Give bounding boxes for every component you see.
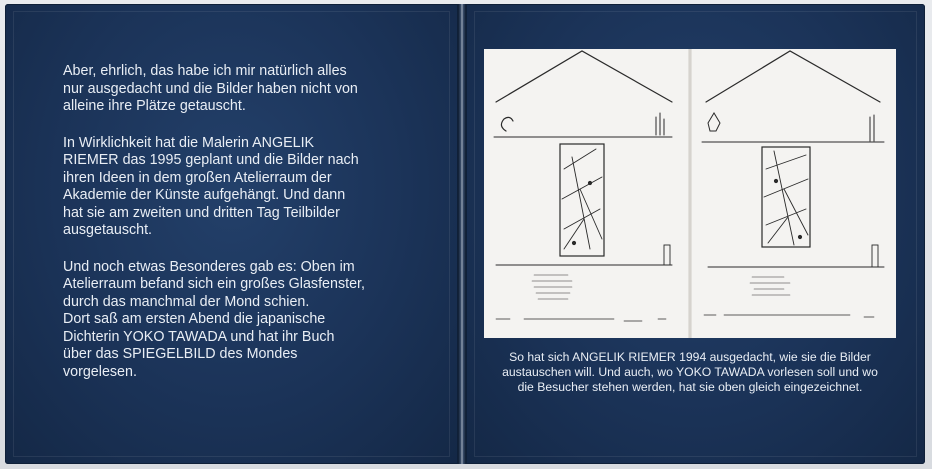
paragraph-1: Aber, ehrlich, das habe ich mir natürlich alles nur ausgedacht und die Bilder haben nicht von alleine ihre Plätze getauscht. — [63, 63, 358, 114]
sketch-left-sheet — [494, 51, 672, 321]
left-page-text — [63, 63, 413, 400]
book-spine — [458, 4, 466, 464]
pencil-sketch-drawing — [484, 49, 896, 338]
sketch-caption: So hat sich ANGELIK RIEMER 1994 ausgedacht, wie sie die Bilder austauschen will. Und auch, wo YOKO TAWADA vorlesen soll und wo die Besucher stehen werden, hat sie oben gleich eingezeichnet. — [502, 350, 878, 394]
paragraph-2: In Wirklichkeit hat die Malerin ANGELIK RIEMER das 1995 geplant und die Bilder nach ihren Ideen in dem großen Atelierraum der Akademie der Künste aufgehängt. Und dann hat sie am zweiten und dritten Tag Teilbilder ausgetauscht. — [63, 134, 359, 238]
sketch-photo — [484, 49, 896, 338]
paragraph-3: Und noch etwas Besonderes gab es: Oben im Atelierraum befand sich ein großes Glasfenster, durch das manchmal der Mond schien. Dort saß am ersten Abend die japanische Dichterin YOKO TAWADA und hat ihr Buch über das SPIEGELBILD des Mondes vorgelesen. — [63, 258, 365, 380]
sketch-right-sheet — [702, 51, 884, 317]
